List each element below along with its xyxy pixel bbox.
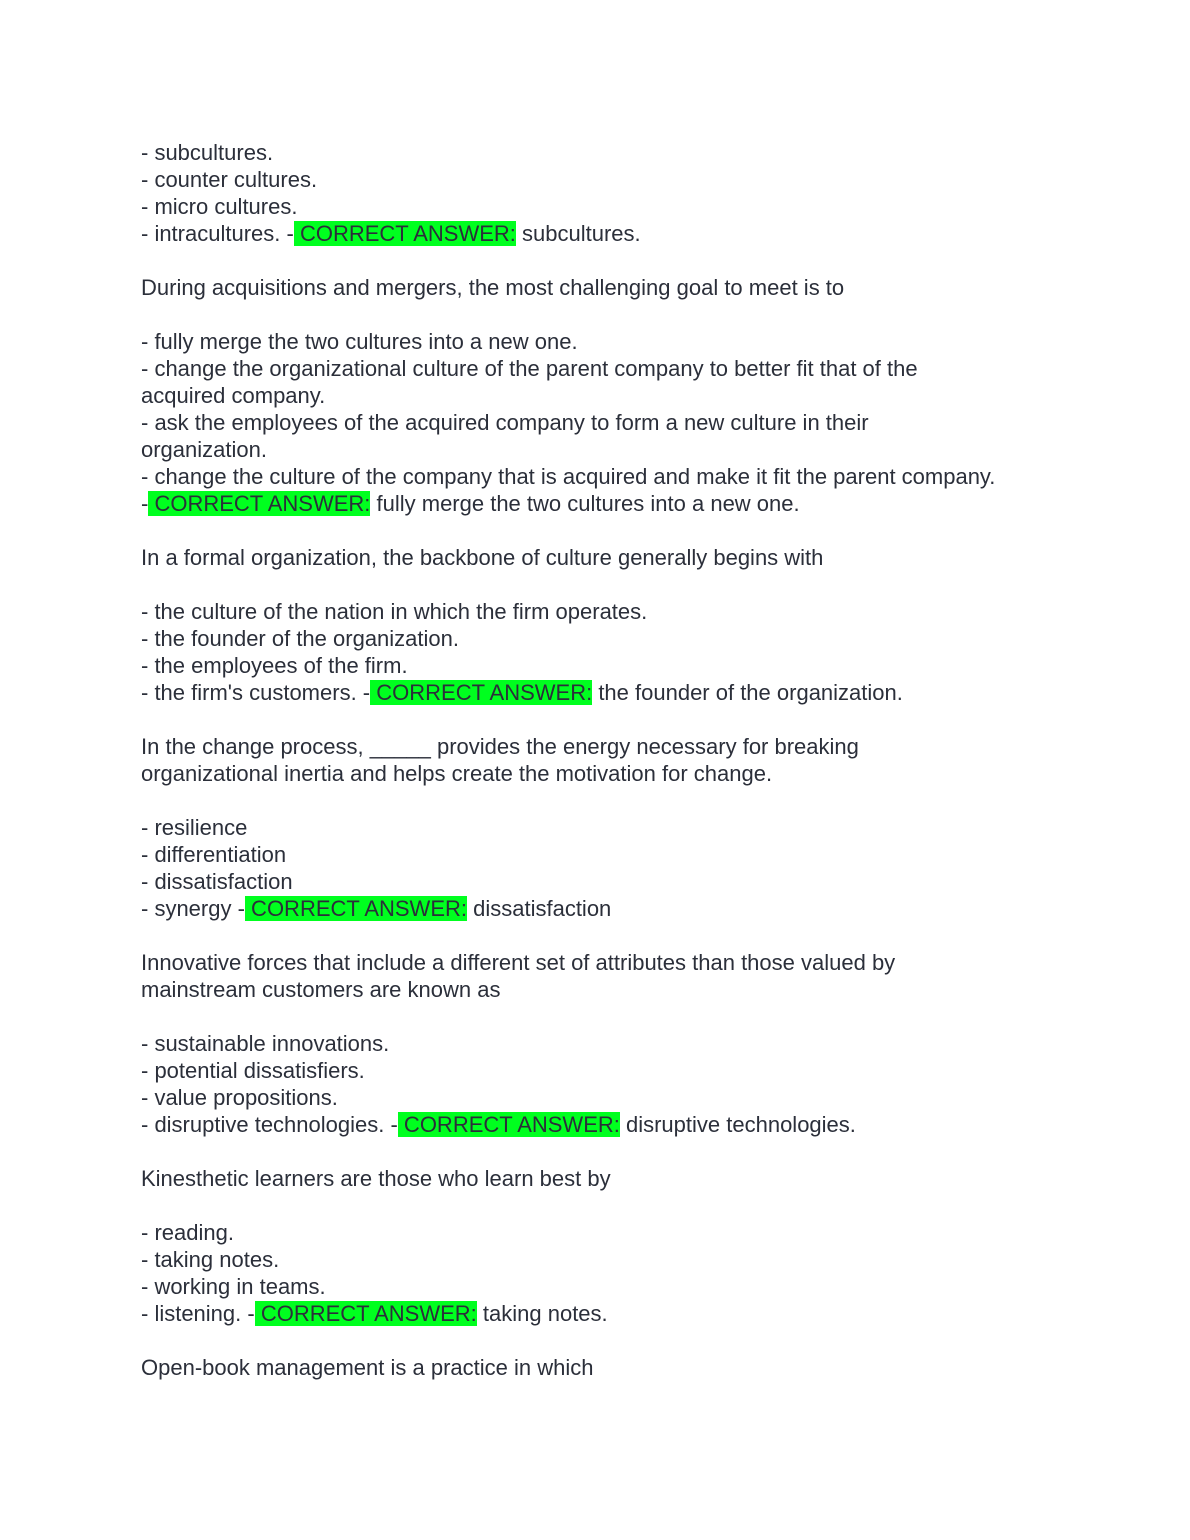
correct-answer-label: CORRECT ANSWER: bbox=[254, 1301, 477, 1326]
option: - dissatisfaction bbox=[141, 869, 293, 894]
correct-answer-text: dissatisfaction bbox=[467, 896, 612, 921]
correct-answer-label: CORRECT ANSWER: bbox=[293, 221, 516, 246]
correct-answer-text: the founder of the organization. bbox=[592, 680, 903, 705]
option: - taking notes. bbox=[141, 1247, 280, 1272]
option: - fully merge the two cultures into a new one. bbox=[141, 329, 578, 354]
answer-dash: - bbox=[356, 680, 371, 705]
option: - the firm's customers. bbox=[141, 680, 357, 705]
option: - sustainable innovations. bbox=[141, 1031, 390, 1056]
question-text: In a formal organization, the backbone of culture generally begins with bbox=[141, 545, 824, 570]
option-continuation: acquired company. bbox=[141, 383, 326, 408]
document-page bbox=[141, 139, 1101, 1381]
option: - the employees of the firm. bbox=[141, 653, 408, 678]
option: - change the organizational culture of the parent company to better fit that of the bbox=[141, 356, 918, 381]
question-text: organizational inertia and helps create the motivation for change. bbox=[141, 761, 773, 786]
option: - change the culture of the company that is acquired and make it fit the parent company. bbox=[141, 464, 996, 489]
correct-answer-text: fully merge the two cultures into a new one. bbox=[370, 491, 800, 516]
answer-dash: - bbox=[231, 896, 245, 921]
question-text: Kinesthetic learners are those who learn best by bbox=[141, 1166, 611, 1191]
option: - the founder of the organization. bbox=[141, 626, 459, 651]
correct-answer-label: CORRECT ANSWER: bbox=[370, 680, 593, 705]
option: - disruptive technologies. bbox=[141, 1112, 385, 1137]
option: - subcultures. bbox=[141, 140, 274, 165]
answer-line bbox=[141, 220, 1101, 247]
question-text: During acquisitions and mergers, the most challenging goal to meet is to bbox=[141, 275, 845, 300]
answer-dash: - bbox=[384, 1112, 398, 1137]
answer-dash: - bbox=[141, 491, 149, 516]
correct-answer-text: disruptive technologies. bbox=[619, 1112, 856, 1137]
option: - resilience bbox=[141, 815, 248, 840]
question-text: mainstream customers are known as bbox=[141, 977, 501, 1002]
answer-dash: - bbox=[280, 221, 294, 246]
question-text: In the change process, _____ provides the energy necessary for breaking bbox=[141, 734, 859, 759]
option: - differentiation bbox=[141, 842, 287, 867]
correct-answer-text: subcultures. bbox=[515, 221, 641, 246]
option: - reading. bbox=[141, 1220, 234, 1245]
option: - ask the employees of the acquired company to form a new culture in their bbox=[141, 410, 869, 435]
option: - value propositions. bbox=[141, 1085, 338, 1110]
answer-line bbox=[141, 1111, 1101, 1138]
answer-line bbox=[141, 490, 1101, 517]
option: - potential dissatisfiers. bbox=[141, 1058, 365, 1083]
correct-answer-label: CORRECT ANSWER: bbox=[148, 491, 371, 516]
option-continuation: organization. bbox=[141, 437, 267, 462]
question-text: Innovative forces that include a different set of attributes than those valued by bbox=[141, 950, 896, 975]
option: - listening. bbox=[141, 1301, 242, 1326]
option: - intracultures. bbox=[141, 221, 281, 246]
option: - working in teams. bbox=[141, 1274, 326, 1299]
answer-line bbox=[141, 679, 1101, 706]
answer-dash: - bbox=[241, 1301, 255, 1326]
answer-line bbox=[141, 895, 1101, 922]
correct-answer-label: CORRECT ANSWER: bbox=[397, 1112, 620, 1137]
correct-answer-label: CORRECT ANSWER: bbox=[244, 896, 467, 921]
option: - the culture of the nation in which the firm operates. bbox=[141, 599, 648, 624]
correct-answer-text: taking notes. bbox=[476, 1301, 608, 1326]
question-text: Open-book management is a practice in which bbox=[141, 1355, 594, 1380]
option: - synergy bbox=[141, 896, 232, 921]
option: - counter cultures. bbox=[141, 167, 318, 192]
answer-line bbox=[141, 1300, 1101, 1327]
option: - micro cultures. bbox=[141, 194, 298, 219]
